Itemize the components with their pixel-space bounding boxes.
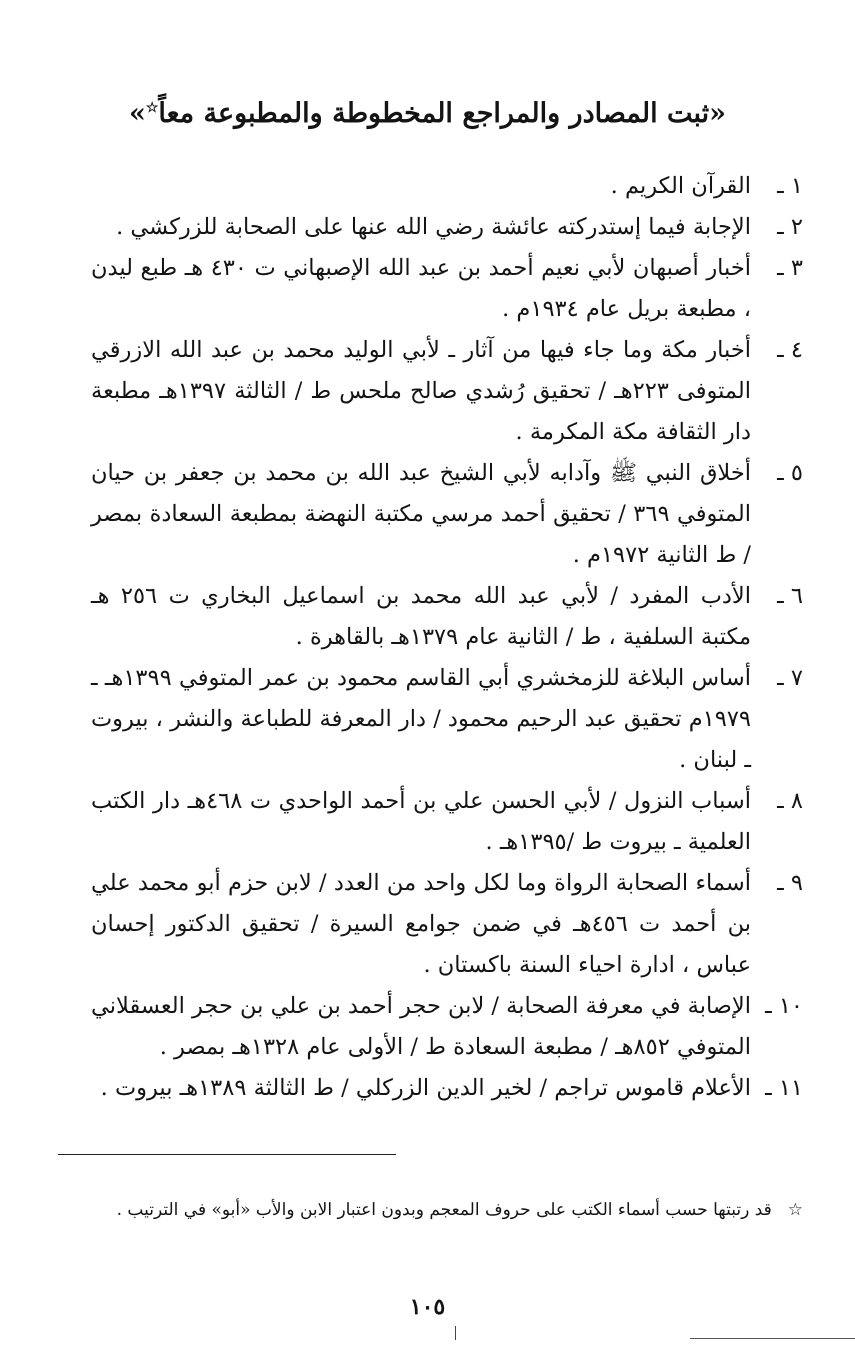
entry-number: ١١ ـ <box>765 1075 803 1101</box>
page-tick-mark <box>455 1326 456 1340</box>
entry-text: الأدب المفرد / لأبي عبد الله محمد بن اسماعيل البخاري ت ٢٥٦ هـ مكتبة السلفية ، ط / الثانية عام ١٣٧٩هـ بالقاهرة . <box>91 583 752 650</box>
bibliography-list <box>91 166 803 1109</box>
entry-number: ٩ ـ <box>777 870 803 896</box>
bibliography-entry <box>91 1068 803 1109</box>
bibliography-entry <box>91 781 803 863</box>
entry-number: ٦ ـ <box>777 583 803 609</box>
entry-number: ١ ـ <box>777 173 803 199</box>
footnote <box>58 1194 803 1226</box>
title-text: «ثبت المصادر والمراجع المخطوطة والمطبوعة معاً <box>158 98 727 130</box>
entry-text: أخبار أصبهان لأبي نعيم أحمد بن عبد الله الإصبهاني ت ٤٣٠ هـ طبع ليدن ، مطبعة بريل عام ١٩٣٤م . <box>91 255 751 322</box>
bibliography-entry <box>91 863 803 986</box>
page-number: ١٠٥ <box>409 1294 446 1320</box>
entry-number: ٨ ـ <box>777 788 803 814</box>
bottom-edge-line <box>690 1338 855 1339</box>
entry-text: أخبار مكة وما جاء فيها من آثار ـ لأبي الوليد محمد بن عبد الله الازرقي المتوفى ٢٢٣هـ / تحقيق رُشدي صالح ملحس ط / الثالثة ١٣٩٧هـ مطبعة دار الثقافة مكة المكرمة . <box>91 337 752 445</box>
bibliography-entry <box>91 248 803 330</box>
entry-number: ٢ ـ <box>777 214 803 240</box>
entry-text: أسماء الصحابة الرواة وما لكل واحد من العدد / لابن حزم أبو محمد علي بن أحمد ت ٤٥٦هـ في ضمن جوامع السيرة / تحقيق الدكتور إحسان عباس ، ادارة احياء السنة باكستان . <box>91 870 751 978</box>
entry-text: أخلاق النبي ﷺ وآدابه لأبي الشيخ عبد الله بن محمد بن جعفر بن حيان المتوفي ٣٦٩ / تحقيق أحمد مرسي مكتبة النهضة بمطبعة السعادة بمصر / ط الثانية ١٩٧٢م . <box>91 460 751 568</box>
footnote-text: قد رتبتها حسب أسماء الكتب على حروف المعجم وبدون اعتبار الابن والأب «أبو» في الترتيب . <box>116 1200 772 1220</box>
bibliography-entry <box>91 453 803 576</box>
entry-number: ١٠ ـ <box>765 993 803 1019</box>
entry-text: القرآن الكريم . <box>610 173 751 199</box>
entry-number: ٤ ـ <box>777 337 803 363</box>
bibliography-entry <box>91 576 803 658</box>
bibliography-entry <box>91 207 803 248</box>
footnote-star-icon: ☆ <box>787 1200 803 1220</box>
entry-text: الأعلام قاموس تراجم / لخير الدين الزركلي / ط الثالثة ١٣٨٩هـ بيروت . <box>100 1075 751 1101</box>
bibliography-entry <box>91 986 803 1068</box>
entry-number: ٧ ـ <box>777 665 803 691</box>
bibliography-entry <box>91 658 803 781</box>
footnote-divider <box>58 1154 396 1155</box>
entry-text: أساس البلاغة للزمخشري أبي القاسم محمود بن عمر المتوفي ١٣٩٩هـ ـ ١٩٧٩م تحقيق عبد الرحيم محمود / دار المعرفة للطباعة والنشر ، بيروت ـ لبنان . <box>91 665 752 773</box>
page-title <box>90 94 765 134</box>
title-closing-quote: » <box>128 98 146 130</box>
entry-text: الإجابة فيما إستدركته عائشة رضي الله عنها على الصحابة للزركشي . <box>116 214 751 240</box>
entry-text: الإصابة في معرفة الصحابة / لابن حجر أحمد بن علي بن حجر العسقلاني المتوفي ٨٥٢هـ / مطبعة السعادة ط / الأولى عام ١٣٢٨هـ بمصر . <box>91 993 751 1060</box>
title-footnote-mark: ☆ <box>145 100 159 117</box>
entry-text: أسباب النزول / لأبي الحسن علي بن أحمد الواحدي ت ٤٦٨هـ دار الكتب العلمية ـ بيروت ط /١٣٩٥هـ . <box>91 788 751 855</box>
bibliography-entry <box>91 166 803 207</box>
entry-number: ٥ ـ <box>777 460 803 486</box>
bibliography-entry <box>91 330 803 453</box>
entry-number: ٣ ـ <box>777 255 803 281</box>
